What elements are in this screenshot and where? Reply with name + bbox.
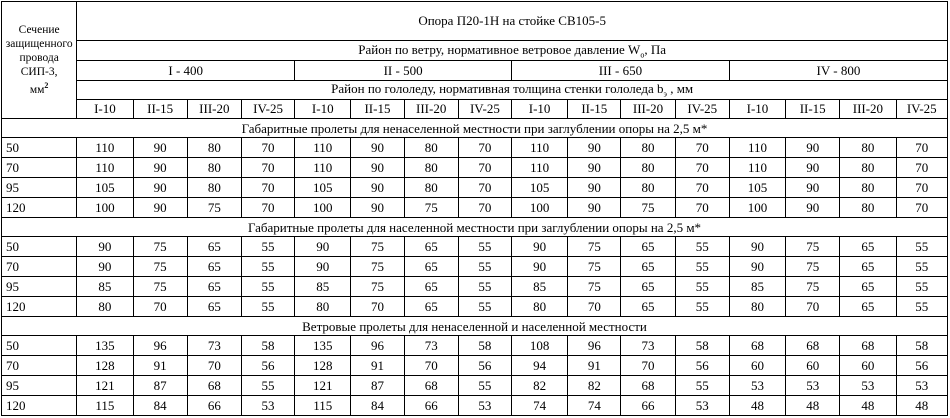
- span-value-cell: 90: [786, 158, 840, 178]
- section-title: Габаритные пролеты для ненаселенной местности при заглублении опоры на 2,5 м*: [2, 119, 948, 138]
- span-value-cell: 70: [458, 178, 511, 198]
- table-row: [2, 336, 948, 356]
- cable-section-cell: 95: [2, 376, 77, 396]
- span-value-cell: 53: [896, 376, 947, 396]
- table-row: [2, 178, 948, 198]
- span-value-cell: 84: [133, 396, 187, 416]
- span-value-cell: 70: [241, 158, 294, 178]
- ice-header: [77, 81, 948, 100]
- span-value-cell: 55: [241, 297, 294, 317]
- span-value-cell: 73: [621, 336, 675, 356]
- span-value-cell: 53: [458, 396, 511, 416]
- span-value-cell: 75: [568, 237, 621, 257]
- span-value-cell: 55: [675, 297, 729, 317]
- span-value-cell: 55: [675, 277, 729, 297]
- span-value-cell: 90: [133, 178, 187, 198]
- table-row: [2, 356, 948, 376]
- corner-line2: защищенного: [5, 38, 73, 51]
- span-value-cell: 75: [568, 277, 621, 297]
- ice-zone-header: II-15: [133, 100, 187, 119]
- span-value-cell: 65: [187, 257, 241, 277]
- span-value-cell: 87: [351, 376, 404, 396]
- ice-zone-header: II-15: [351, 100, 404, 119]
- span-value-cell: 48: [786, 396, 840, 416]
- span-value-cell: 55: [241, 237, 294, 257]
- wind-header-unit: , Па: [644, 41, 666, 57]
- span-value-cell: 105: [512, 178, 568, 198]
- span-value-cell: 105: [295, 178, 351, 198]
- section-title: Габаритные пролеты для населенной местности при заглублении опоры на 2,5 м*: [2, 218, 948, 237]
- span-value-cell: 70: [187, 356, 241, 376]
- ice-zone-header: IV-25: [675, 100, 729, 119]
- ice-zone-header: III-20: [404, 100, 458, 119]
- span-value-cell: 58: [241, 336, 294, 356]
- span-value-cell: 100: [77, 198, 133, 218]
- span-value-cell: 75: [187, 198, 241, 218]
- span-value-cell: 90: [351, 178, 404, 198]
- span-value-cell: 115: [295, 396, 351, 416]
- span-value-cell: 53: [786, 376, 840, 396]
- span-value-cell: 56: [241, 356, 294, 376]
- span-value-cell: 70: [896, 138, 947, 158]
- span-value-cell: 128: [77, 356, 133, 376]
- span-value-cell: 75: [786, 257, 840, 277]
- ice-zone-header: IV-25: [896, 100, 947, 119]
- span-value-cell: 65: [621, 277, 675, 297]
- span-value-cell: 70: [351, 297, 404, 317]
- span-value-cell: 55: [675, 376, 729, 396]
- span-value-cell: 90: [295, 257, 351, 277]
- table-row: [2, 257, 948, 277]
- span-value-cell: 105: [729, 178, 785, 198]
- span-value-cell: 56: [458, 356, 511, 376]
- span-value-cell: 65: [621, 297, 675, 317]
- cable-section-cell: 95: [2, 178, 77, 198]
- span-value-cell: 80: [404, 158, 458, 178]
- span-value-cell: 85: [77, 277, 133, 297]
- span-value-cell: 85: [295, 277, 351, 297]
- span-value-cell: 55: [896, 237, 947, 257]
- ice-zone-header: IV-25: [241, 100, 294, 119]
- span-value-cell: 65: [840, 257, 896, 277]
- span-value-cell: 82: [568, 376, 621, 396]
- table-row: [2, 237, 948, 257]
- span-value-cell: 55: [241, 376, 294, 396]
- table-row: [2, 396, 948, 416]
- span-value-cell: 96: [133, 336, 187, 356]
- span-value-cell: 56: [675, 356, 729, 376]
- span-value-cell: 87: [133, 376, 187, 396]
- ice-zone-header: I-10: [729, 100, 785, 119]
- cable-section-cell: 70: [2, 257, 77, 277]
- span-value-cell: 70: [621, 356, 675, 376]
- cable-section-cell: 50: [2, 138, 77, 158]
- cable-section-cell: 95: [2, 277, 77, 297]
- span-value-cell: 55: [241, 277, 294, 297]
- span-value-cell: 90: [295, 237, 351, 257]
- span-value-cell: 110: [512, 158, 568, 178]
- span-value-cell: 75: [133, 257, 187, 277]
- span-value-cell: 70: [896, 198, 947, 218]
- span-value-cell: 70: [133, 297, 187, 317]
- wind-header-sub: о: [640, 50, 645, 60]
- span-value-cell: 91: [133, 356, 187, 376]
- span-value-cell: 65: [404, 257, 458, 277]
- ice-zone-header: II-15: [786, 100, 840, 119]
- table-row: [2, 138, 948, 158]
- span-value-cell: 115: [77, 396, 133, 416]
- span-value-cell: 80: [512, 297, 568, 317]
- span-value-cell: 65: [187, 277, 241, 297]
- span-value-cell: 66: [404, 396, 458, 416]
- ice-header-unit: , мм: [666, 81, 694, 97]
- span-value-cell: 55: [458, 277, 511, 297]
- span-value-cell: 65: [840, 237, 896, 257]
- table-row: [2, 376, 948, 396]
- span-value-cell: 70: [241, 138, 294, 158]
- spans-table: [1, 1, 948, 416]
- wind-zone-header: II - 500: [295, 61, 512, 81]
- span-value-cell: 48: [729, 396, 785, 416]
- span-value-cell: 65: [404, 277, 458, 297]
- span-value-cell: 65: [187, 237, 241, 257]
- ice-zones-row: [2, 100, 948, 119]
- wind-zone-header: I - 400: [77, 61, 295, 81]
- span-value-cell: 58: [458, 336, 511, 356]
- wind-header-text: Район по ветру, нормативное ветровое давление W: [358, 41, 641, 57]
- span-value-cell: 80: [404, 178, 458, 198]
- span-value-cell: 110: [512, 138, 568, 158]
- span-value-cell: 58: [896, 336, 947, 356]
- span-value-cell: 65: [187, 297, 241, 317]
- span-value-cell: 75: [351, 237, 404, 257]
- corner-line4: СИП-3,: [20, 66, 58, 79]
- span-value-cell: 80: [840, 198, 896, 218]
- span-value-cell: 53: [675, 396, 729, 416]
- span-value-cell: 84: [351, 396, 404, 416]
- span-value-cell: 90: [351, 198, 404, 218]
- span-value-cell: 73: [187, 336, 241, 356]
- span-value-cell: 90: [786, 198, 840, 218]
- span-value-cell: 60: [840, 356, 896, 376]
- span-value-cell: 75: [786, 277, 840, 297]
- cable-section-cell: 70: [2, 158, 77, 178]
- span-value-cell: 55: [675, 237, 729, 257]
- span-value-cell: 121: [77, 376, 133, 396]
- span-value-cell: 90: [786, 138, 840, 158]
- span-value-cell: 90: [351, 138, 404, 158]
- span-value-cell: 65: [621, 257, 675, 277]
- span-value-cell: 80: [77, 297, 133, 317]
- span-value-cell: 70: [896, 158, 947, 178]
- ice-zone-header: III-20: [187, 100, 241, 119]
- span-value-cell: 80: [840, 138, 896, 158]
- span-value-cell: 66: [621, 396, 675, 416]
- span-value-cell: 55: [458, 237, 511, 257]
- corner-sup: 2: [44, 81, 49, 91]
- span-value-cell: 80: [187, 138, 241, 158]
- span-value-cell: 96: [568, 336, 621, 356]
- span-value-cell: 55: [458, 376, 511, 396]
- span-value-cell: 75: [404, 198, 458, 218]
- span-value-cell: 55: [675, 257, 729, 277]
- span-value-cell: 68: [840, 336, 896, 356]
- span-value-cell: 70: [568, 297, 621, 317]
- span-value-cell: 68: [786, 336, 840, 356]
- span-value-cell: 55: [896, 257, 947, 277]
- span-value-cell: 75: [786, 237, 840, 257]
- span-value-cell: 90: [133, 158, 187, 178]
- span-value-cell: 110: [729, 158, 785, 178]
- table-body: [2, 119, 948, 416]
- corner-line1: Сечение: [18, 24, 60, 37]
- ice-zone-header: III-20: [840, 100, 896, 119]
- table-row: [2, 297, 948, 317]
- span-value-cell: 53: [840, 376, 896, 396]
- span-value-cell: 90: [133, 138, 187, 158]
- span-value-cell: 70: [241, 178, 294, 198]
- span-value-cell: 58: [675, 336, 729, 356]
- span-value-cell: 135: [77, 336, 133, 356]
- span-value-cell: 48: [896, 396, 947, 416]
- span-value-cell: 90: [568, 198, 621, 218]
- span-value-cell: 70: [675, 138, 729, 158]
- span-value-cell: 53: [729, 376, 785, 396]
- span-value-cell: 65: [840, 297, 896, 317]
- corner-line3: провода: [19, 52, 59, 65]
- wind-zone-header: IV - 800: [729, 61, 947, 81]
- span-value-cell: 70: [404, 356, 458, 376]
- section-title: Ветровые пролеты для ненаселенной и населенной местности: [2, 317, 948, 336]
- span-value-cell: 90: [568, 158, 621, 178]
- span-value-cell: 85: [729, 277, 785, 297]
- span-value-cell: 80: [187, 178, 241, 198]
- span-value-cell: 82: [512, 376, 568, 396]
- cable-section-cell: 50: [2, 336, 77, 356]
- span-value-cell: 90: [77, 237, 133, 257]
- ice-header-text: Район по гололеду, нормативная толщина стенки гололеда b: [331, 81, 664, 97]
- span-value-cell: 135: [295, 336, 351, 356]
- corner-line5: мм: [29, 83, 45, 96]
- span-value-cell: 94: [512, 356, 568, 376]
- span-value-cell: 80: [621, 158, 675, 178]
- span-value-cell: 55: [896, 277, 947, 297]
- span-value-cell: 91: [568, 356, 621, 376]
- span-value-cell: 75: [133, 237, 187, 257]
- span-value-cell: 48: [840, 396, 896, 416]
- span-value-cell: 80: [729, 297, 785, 317]
- span-value-cell: 70: [675, 198, 729, 218]
- span-value-cell: 70: [675, 158, 729, 178]
- span-value-cell: 90: [786, 178, 840, 198]
- span-value-cell: 80: [404, 138, 458, 158]
- span-value-cell: 100: [295, 198, 351, 218]
- span-value-cell: 75: [621, 198, 675, 218]
- cable-section-cell: 120: [2, 198, 77, 218]
- span-value-cell: 85: [512, 277, 568, 297]
- span-value-cell: 110: [295, 158, 351, 178]
- span-value-cell: 110: [295, 138, 351, 158]
- ice-header-sub: э: [663, 89, 667, 99]
- span-value-cell: 100: [729, 198, 785, 218]
- ice-zone-header: III-20: [621, 100, 675, 119]
- span-value-cell: 90: [77, 257, 133, 277]
- wind-zones-row: [2, 61, 948, 81]
- span-value-cell: 110: [77, 158, 133, 178]
- span-value-cell: 91: [351, 356, 404, 376]
- table-row: [2, 158, 948, 178]
- span-value-cell: 90: [729, 237, 785, 257]
- span-value-cell: 53: [241, 396, 294, 416]
- span-value-cell: 65: [404, 297, 458, 317]
- ice-zone-header: IV-25: [458, 100, 511, 119]
- span-value-cell: 70: [241, 198, 294, 218]
- span-value-cell: 80: [295, 297, 351, 317]
- span-value-cell: 70: [675, 178, 729, 198]
- span-value-cell: 80: [621, 178, 675, 198]
- span-value-cell: 55: [241, 257, 294, 277]
- span-value-cell: 128: [295, 356, 351, 376]
- span-value-cell: 75: [568, 257, 621, 277]
- table-title: Опора П20-1Н на стойке СВ105-5: [77, 2, 948, 41]
- cable-section-cell: 50: [2, 237, 77, 257]
- span-value-cell: 105: [77, 178, 133, 198]
- span-value-cell: 100: [512, 198, 568, 218]
- span-value-cell: 90: [568, 138, 621, 158]
- span-value-cell: 90: [729, 257, 785, 277]
- span-value-cell: 70: [458, 158, 511, 178]
- span-value-cell: 70: [786, 297, 840, 317]
- ice-zone-header: I-10: [512, 100, 568, 119]
- span-value-cell: 108: [512, 336, 568, 356]
- wind-zone-header: III - 650: [512, 61, 730, 81]
- ice-zone-header: I-10: [77, 100, 133, 119]
- table-row: [2, 198, 948, 218]
- span-value-cell: 110: [77, 138, 133, 158]
- span-value-cell: 70: [458, 198, 511, 218]
- corner-header: [2, 2, 77, 119]
- section-header-row: [2, 218, 948, 237]
- span-value-cell: 65: [404, 237, 458, 257]
- span-value-cell: 68: [187, 376, 241, 396]
- span-value-cell: 75: [351, 277, 404, 297]
- span-value-cell: 90: [351, 158, 404, 178]
- span-value-cell: 90: [512, 237, 568, 257]
- span-value-cell: 65: [840, 277, 896, 297]
- span-value-cell: 90: [133, 198, 187, 218]
- wind-header: [77, 41, 948, 61]
- span-value-cell: 56: [896, 356, 947, 376]
- span-value-cell: 66: [187, 396, 241, 416]
- span-value-cell: 80: [840, 178, 896, 198]
- span-value-cell: 70: [458, 138, 511, 158]
- cable-section-cell: 120: [2, 297, 77, 317]
- span-value-cell: 73: [404, 336, 458, 356]
- span-value-cell: 90: [512, 257, 568, 277]
- span-value-cell: 55: [458, 297, 511, 317]
- span-value-cell: 55: [896, 297, 947, 317]
- span-value-cell: 110: [729, 138, 785, 158]
- span-value-cell: 65: [621, 237, 675, 257]
- span-value-cell: 96: [351, 336, 404, 356]
- ice-zone-header: I-10: [295, 100, 351, 119]
- span-value-cell: 55: [458, 257, 511, 277]
- span-value-cell: 75: [351, 257, 404, 277]
- section-header-row: [2, 317, 948, 336]
- span-value-cell: 80: [621, 138, 675, 158]
- span-value-cell: 60: [729, 356, 785, 376]
- ice-zone-header: II-15: [568, 100, 621, 119]
- span-value-cell: 80: [840, 158, 896, 178]
- cable-section-cell: 70: [2, 356, 77, 376]
- span-value-cell: 74: [568, 396, 621, 416]
- span-value-cell: 90: [568, 178, 621, 198]
- span-value-cell: 68: [729, 336, 785, 356]
- span-value-cell: 60: [786, 356, 840, 376]
- span-value-cell: 68: [621, 376, 675, 396]
- span-value-cell: 80: [187, 158, 241, 178]
- span-value-cell: 74: [512, 396, 568, 416]
- cable-section-cell: 120: [2, 396, 77, 416]
- section-header-row: [2, 119, 948, 138]
- span-value-cell: 75: [133, 277, 187, 297]
- span-value-cell: 68: [404, 376, 458, 396]
- span-value-cell: 70: [896, 178, 947, 198]
- span-value-cell: 121: [295, 376, 351, 396]
- table-row: [2, 277, 948, 297]
